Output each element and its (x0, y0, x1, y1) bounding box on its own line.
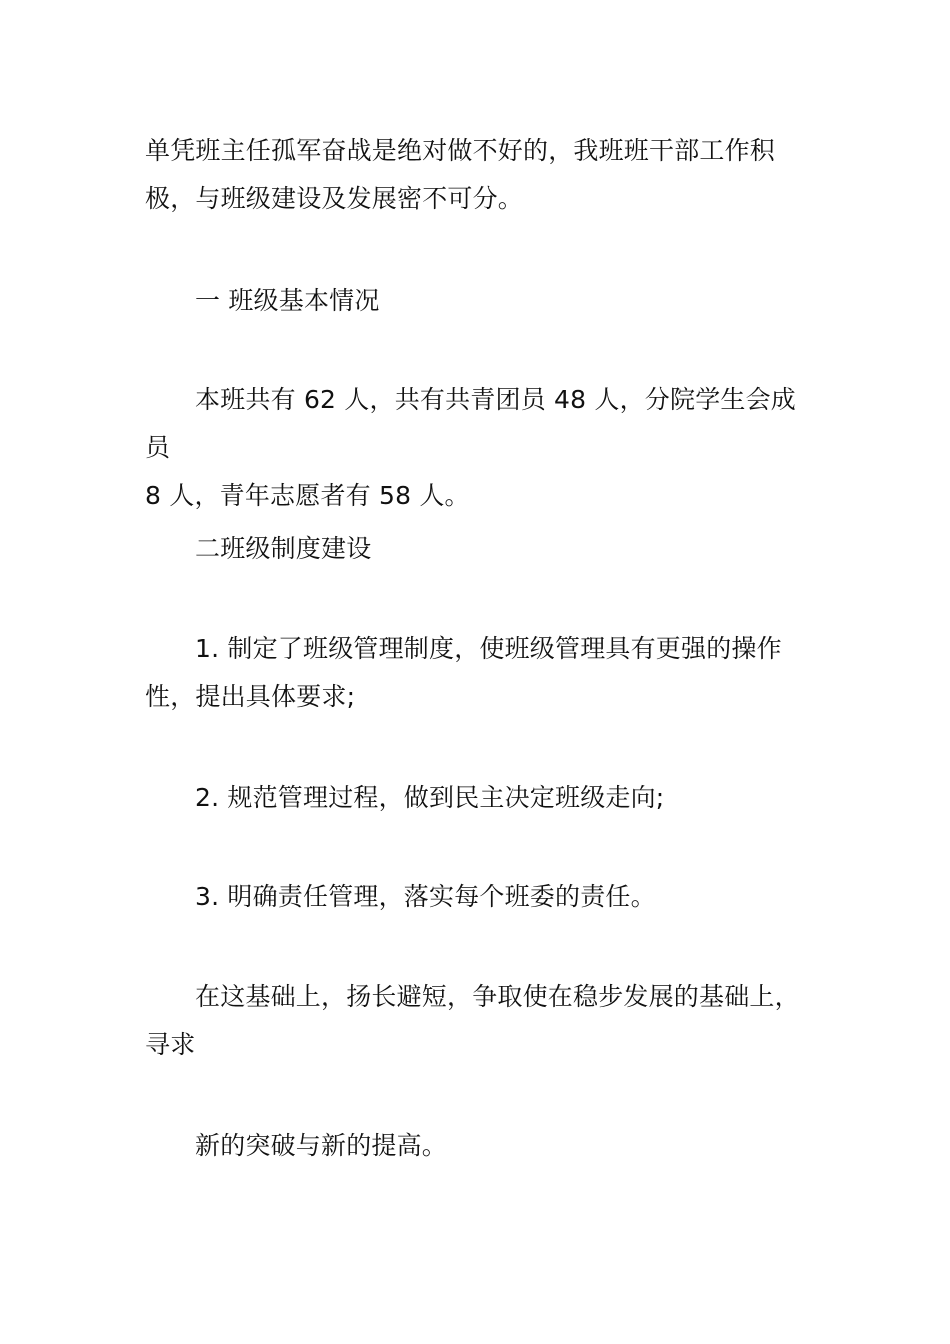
paragraph-intro (145, 127, 810, 223)
paragraph-line: 8 人，青年志愿者有 58 人。 (145, 481, 470, 510)
paragraph-line: 极，与班级建设及发展密不可分。 (145, 184, 524, 213)
list-item-1 (145, 625, 810, 721)
paragraph-line: 1. 制定了班级管理制度，使班级管理具有更强的操作 (195, 634, 782, 663)
heading-text: 一 班级基本情况 (195, 286, 380, 315)
paragraph-line: 本班共有 62 人，共有共青团员 48 人，分院学生会成员 (145, 385, 797, 462)
paragraph-line: 性，提出具体要求; (145, 682, 356, 711)
paragraph-line: 2. 规范管理过程，做到民主决定班级走向; (195, 783, 665, 812)
paragraph-foundation (145, 973, 810, 1069)
paragraph-line: 3. 明确责任管理，落实每个班委的责任。 (195, 882, 656, 911)
list-item-2 (145, 774, 810, 822)
section-heading-basic-info (145, 277, 810, 325)
heading-text: 二班级制度建设 (195, 534, 372, 563)
paragraph-class-stats (145, 376, 810, 520)
paragraph-line: 单凭班主任孤军奋战是绝对做不好的，我班班干部工作积 (145, 136, 776, 165)
paragraph-line: 寻求 (145, 1030, 196, 1059)
section-heading-system (145, 525, 810, 573)
list-item-3 (145, 873, 810, 921)
paragraph-line: 在这基础上，扬长避短，争取使在稳步发展的基础上， (195, 982, 800, 1011)
paragraph-line: 新的突破与新的提高。 (195, 1131, 448, 1160)
paragraph-closing (145, 1122, 810, 1170)
